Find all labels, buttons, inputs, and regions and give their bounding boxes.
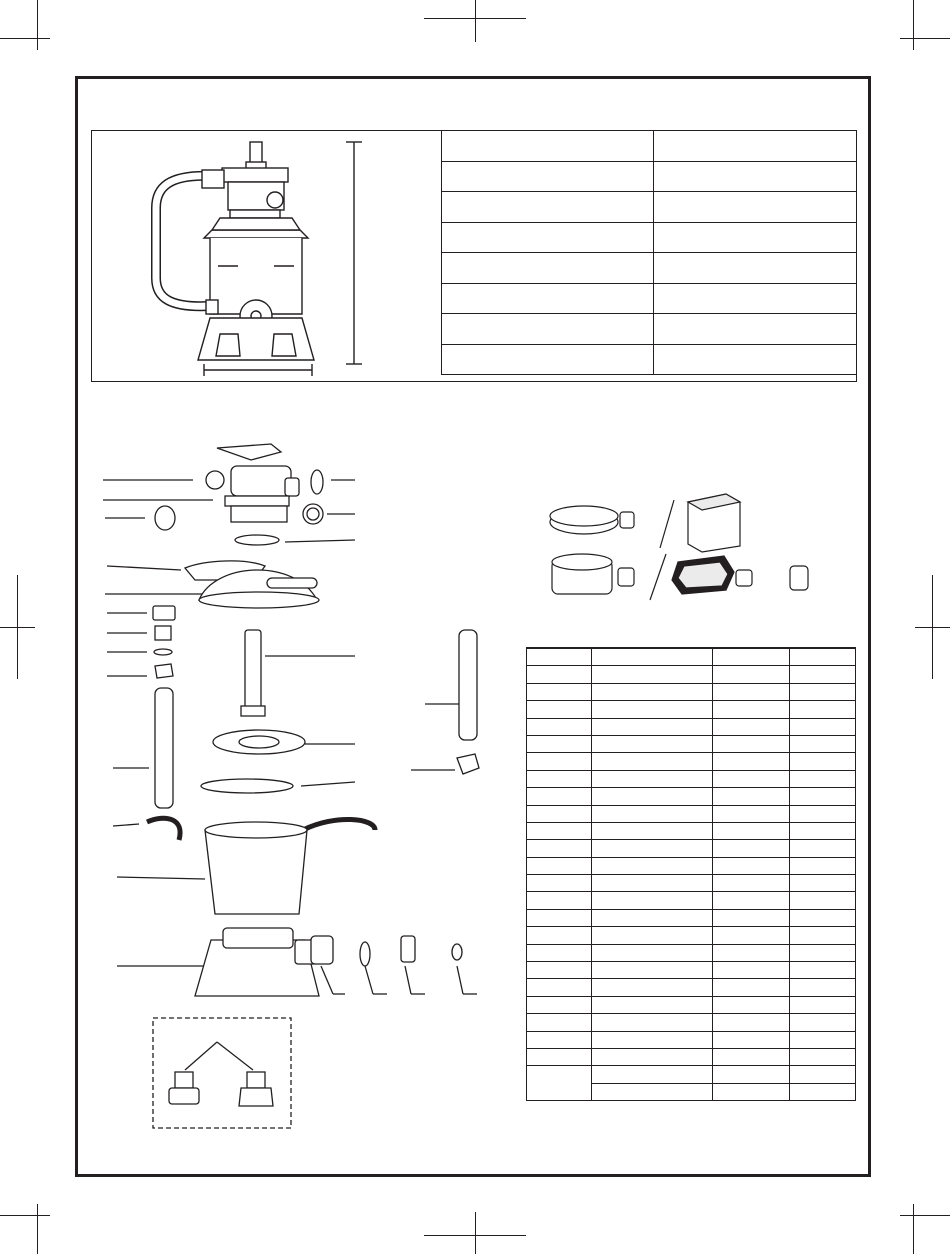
parts-cell — [713, 788, 790, 805]
table-row — [527, 1031, 856, 1048]
parts-cell — [592, 857, 713, 874]
table-row — [527, 840, 856, 857]
spec-label — [442, 314, 654, 345]
parts-cell — [592, 648, 713, 666]
parts-cell — [713, 648, 790, 666]
parts-cell — [527, 875, 592, 892]
parts-cell — [790, 944, 856, 961]
table-row — [527, 962, 856, 979]
spec-value — [654, 344, 857, 375]
parts-cell — [790, 805, 856, 822]
parts-cell — [713, 962, 790, 979]
spec-label — [442, 253, 654, 284]
parts-cell — [527, 1048, 592, 1065]
parts-cell — [713, 1048, 790, 1065]
parts-cell — [713, 979, 790, 996]
parts-cell — [790, 666, 856, 683]
parts-cell — [713, 840, 790, 857]
filter-pump-illustration — [140, 138, 370, 380]
parts-cell — [592, 822, 713, 839]
parts-cell — [790, 996, 856, 1013]
parts-cell — [527, 701, 592, 718]
parts-cell — [790, 1014, 856, 1031]
table-row — [527, 892, 856, 909]
parts-cell — [790, 735, 856, 752]
parts-cell — [592, 944, 713, 961]
parts-table — [526, 647, 856, 1101]
parts-cell — [592, 683, 713, 700]
parts-cell — [527, 840, 592, 857]
parts-cell — [790, 683, 856, 700]
parts-cell — [790, 770, 856, 787]
parts-cell — [790, 1048, 856, 1065]
table-row — [527, 996, 856, 1013]
parts-cell — [592, 666, 713, 683]
table-row — [527, 875, 856, 892]
table-row — [442, 192, 857, 223]
parts-cell — [790, 1031, 856, 1048]
table-row — [527, 788, 856, 805]
parts-cell — [527, 857, 592, 874]
parts-cell — [592, 1066, 713, 1083]
spec-value — [654, 161, 857, 192]
spec-value — [654, 131, 857, 162]
parts-cell — [713, 892, 790, 909]
parts-cell — [527, 805, 592, 822]
parts-cell — [592, 788, 713, 805]
parts-cell — [527, 822, 592, 839]
spec-label — [442, 344, 654, 375]
parts-cell — [592, 1014, 713, 1031]
parts-cell — [527, 996, 592, 1013]
parts-cell — [592, 753, 713, 770]
table-row — [527, 1048, 856, 1065]
table-row — [527, 666, 856, 683]
table-row — [442, 161, 857, 192]
parts-cell — [713, 1014, 790, 1031]
parts-cell — [527, 962, 592, 979]
parts-cell — [713, 805, 790, 822]
parts-cell — [713, 666, 790, 683]
parts-cell — [713, 944, 790, 961]
parts-cell — [592, 996, 713, 1013]
table-row — [527, 927, 856, 944]
parts-cell — [592, 979, 713, 996]
table-row — [527, 683, 856, 700]
spec-label — [442, 131, 654, 162]
table-row — [442, 283, 857, 314]
parts-cell — [713, 701, 790, 718]
parts-cell — [713, 927, 790, 944]
spec-value — [654, 192, 857, 223]
table-row — [527, 718, 856, 735]
parts-cell — [527, 666, 592, 683]
table-row — [527, 805, 856, 822]
exploded-parts-illustration — [95, 430, 515, 1140]
parts-cell — [527, 979, 592, 996]
parts-cell — [527, 1066, 592, 1101]
parts-cell — [592, 892, 713, 909]
table-row — [442, 314, 857, 345]
parts-cell — [592, 909, 713, 926]
spec-value — [654, 314, 857, 345]
parts-cell — [713, 770, 790, 787]
parts-cell — [527, 718, 592, 735]
table-row — [442, 131, 857, 162]
parts-cell — [592, 718, 713, 735]
parts-cell — [592, 962, 713, 979]
parts-cell — [790, 718, 856, 735]
parts-cell — [790, 927, 856, 944]
parts-cell — [592, 840, 713, 857]
table-row — [527, 770, 856, 787]
table-row — [442, 344, 857, 375]
pool-compatibility-illustration — [548, 490, 818, 605]
parts-cell — [527, 1031, 592, 1048]
spec-label — [442, 222, 654, 253]
parts-cell — [527, 770, 592, 787]
table-row — [527, 701, 856, 718]
parts-cell — [713, 996, 790, 1013]
parts-cell — [592, 735, 713, 752]
spec-label — [442, 283, 654, 314]
parts-cell — [790, 822, 856, 839]
table-row — [527, 822, 856, 839]
table-row — [442, 253, 857, 284]
parts-cell — [713, 909, 790, 926]
spec-label — [442, 161, 654, 192]
parts-cell — [790, 753, 856, 770]
spec-value — [654, 283, 857, 314]
table-row — [527, 648, 856, 666]
parts-cell — [527, 735, 592, 752]
spec-value — [654, 253, 857, 284]
parts-cell — [713, 735, 790, 752]
parts-cell — [713, 753, 790, 770]
spec-label — [442, 192, 654, 223]
parts-cell — [527, 648, 592, 666]
parts-cell — [713, 875, 790, 892]
table-row — [527, 735, 856, 752]
parts-cell — [790, 909, 856, 926]
parts-cell — [790, 875, 856, 892]
table-row — [527, 909, 856, 926]
parts-cell — [790, 648, 856, 666]
parts-cell — [527, 788, 592, 805]
parts-cell — [527, 927, 592, 944]
table-row — [442, 222, 857, 253]
parts-cell — [527, 753, 592, 770]
parts-cell — [713, 1083, 790, 1100]
parts-cell — [790, 962, 856, 979]
parts-cell — [527, 909, 592, 926]
table-row — [527, 979, 856, 996]
parts-cell — [527, 683, 592, 700]
parts-cell — [790, 840, 856, 857]
parts-cell — [790, 701, 856, 718]
parts-cell — [592, 875, 713, 892]
parts-cell — [527, 892, 592, 909]
parts-cell — [527, 944, 592, 961]
table-row — [527, 753, 856, 770]
parts-cell — [790, 1083, 856, 1100]
parts-cell — [713, 857, 790, 874]
parts-cell — [790, 1066, 856, 1083]
parts-cell — [713, 822, 790, 839]
parts-cell — [592, 1083, 713, 1100]
parts-cell — [713, 1066, 790, 1083]
parts-cell — [713, 683, 790, 700]
table-row — [527, 1014, 856, 1031]
parts-cell — [592, 805, 713, 822]
parts-cell — [592, 770, 713, 787]
parts-cell — [790, 892, 856, 909]
parts-cell — [713, 1031, 790, 1048]
parts-cell — [713, 718, 790, 735]
table-row — [527, 944, 856, 961]
parts-cell — [592, 927, 713, 944]
parts-cell — [790, 788, 856, 805]
parts-cell — [527, 1014, 592, 1031]
parts-cell — [790, 979, 856, 996]
table-row — [527, 857, 856, 874]
parts-cell — [592, 1048, 713, 1065]
parts-cell — [592, 1031, 713, 1048]
parts-cell — [592, 701, 713, 718]
specification-table — [441, 130, 857, 375]
table-row — [527, 1066, 856, 1083]
spec-value — [654, 222, 857, 253]
parts-cell — [790, 857, 856, 874]
